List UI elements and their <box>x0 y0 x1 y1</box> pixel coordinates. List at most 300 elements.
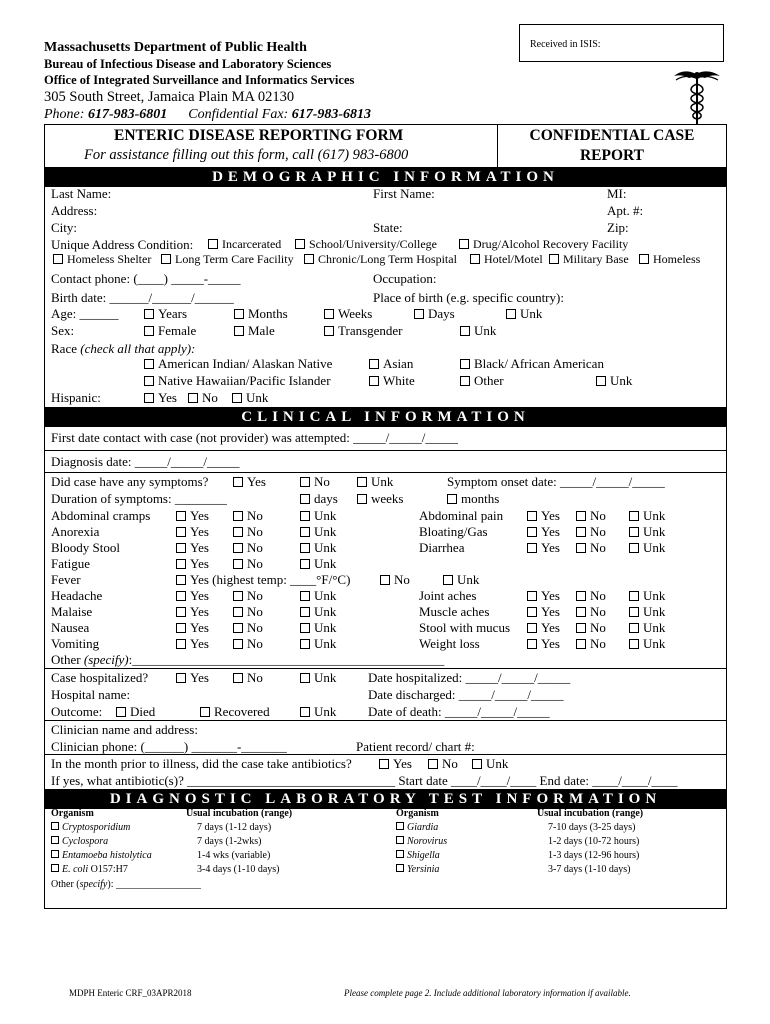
nh-label: Native Hawaiian/Pacific Islander <box>158 373 331 388</box>
antibiotics-yes-checkbox[interactable] <box>379 759 389 769</box>
yes-checkbox[interactable] <box>176 607 186 617</box>
age-weeks-label: Weeks <box>338 306 373 321</box>
symptoms-question: Did case have any symptoms? <box>51 474 209 489</box>
unk-checkbox[interactable] <box>629 543 639 553</box>
last-name-label: Last Name: <box>51 186 112 201</box>
no-label: No <box>247 556 263 571</box>
white-checkbox[interactable] <box>369 376 379 386</box>
mi-label: MI: <box>607 186 627 201</box>
hispanic-unk-label: Unk <box>246 390 269 405</box>
incubation-header-right: Usual incubation (range) <box>537 808 644 819</box>
unk-checkbox[interactable] <box>629 607 639 617</box>
office-name: Office of Integrated Surveillance and Informatics Services <box>44 73 355 87</box>
organism-checkbox[interactable] <box>51 836 59 844</box>
fever-label: Fever <box>51 572 81 587</box>
race-other-checkbox[interactable] <box>460 376 470 386</box>
divider <box>44 754 727 755</box>
organism-item[interactable] <box>51 864 128 875</box>
age-weeks-checkbox[interactable] <box>324 309 334 319</box>
lab-header: DIAGNOSTIC LABORATORY TEST INFORMATION <box>44 789 727 809</box>
symptom-label: Abdominal pain <box>419 508 504 523</box>
unk-label: Unk <box>643 636 666 651</box>
no-label: No <box>247 620 263 635</box>
unk-label: Unk <box>643 540 666 555</box>
first-contact-label: First date contact with case (not provider) was attempted: _____/_____/_____ <box>51 430 458 445</box>
no-checkbox[interactable] <box>576 591 586 601</box>
incarcerated-label: Incarcerated <box>222 237 282 251</box>
yes-checkbox[interactable] <box>527 639 537 649</box>
hispanic-yes-label: Yes <box>158 390 177 405</box>
race-other-label: Other <box>474 373 504 388</box>
unk-checkbox[interactable] <box>300 591 310 601</box>
yes-checkbox[interactable] <box>527 607 537 617</box>
symptom-label: Vomiting <box>51 636 100 651</box>
fax-label: Confidential Fax: <box>188 107 289 122</box>
transgender-label: Transgender <box>338 323 403 338</box>
incarcerated-checkbox[interactable] <box>208 239 218 249</box>
asian-label: Asian <box>383 356 414 371</box>
other-specify-label: (specify) <box>83 652 129 667</box>
fax-number: 617-983-6813 <box>291 107 372 122</box>
symptom-label: Weight loss <box>419 636 480 651</box>
age-days-checkbox[interactable] <box>414 309 424 319</box>
ltc-checkbox[interactable] <box>161 254 171 264</box>
organism-checkbox[interactable] <box>396 822 404 830</box>
received-label: Received in ISIS: <box>530 39 601 50</box>
fever-unk-label: Unk <box>457 572 480 587</box>
antibiotics-no-checkbox[interactable] <box>428 759 438 769</box>
yes-label: Yes <box>541 636 560 651</box>
received-box[interactable] <box>519 24 724 62</box>
yes-checkbox[interactable] <box>176 527 186 537</box>
hosp-unk-label: Unk <box>314 670 337 685</box>
divider <box>44 720 727 721</box>
state-label: State: <box>373 220 403 235</box>
organism-checkbox[interactable] <box>396 836 404 844</box>
yes-label: Yes <box>541 540 560 555</box>
duration-months-checkbox[interactable] <box>447 494 457 504</box>
patient-record-label: Patient record/ chart #: <box>356 739 475 754</box>
died-checkbox[interactable] <box>116 707 126 717</box>
hosp-no-label: No <box>247 670 263 685</box>
hotel-checkbox[interactable] <box>470 254 480 264</box>
symptom-label: Headache <box>51 588 103 603</box>
no-checkbox[interactable] <box>233 543 243 553</box>
no-checkbox[interactable] <box>576 543 586 553</box>
drug-recovery-label: Drug/Alcohol Recovery Facility <box>473 237 629 251</box>
symptom-label: Stool with mucus <box>419 620 511 635</box>
hotel-label: Hotel/Motel <box>484 252 543 266</box>
black-label: Black/ African American <box>474 356 604 371</box>
incubation-text: 7-10 days (3-25 days) <box>548 822 636 833</box>
organism-item[interactable] <box>396 850 440 861</box>
incubation-text: 1-2 days (10-72 hours) <box>548 836 640 847</box>
recovered-checkbox[interactable] <box>200 707 210 717</box>
organism-label: Norovirus <box>407 836 448 847</box>
organism-label: Giardia <box>407 822 439 833</box>
yes-label: Yes <box>190 636 209 651</box>
organism-checkbox[interactable] <box>51 822 59 830</box>
diag-date-label: Diagnosis date: _____/_____/_____ <box>51 454 240 469</box>
organism-item[interactable] <box>396 836 447 847</box>
no-checkbox[interactable] <box>233 511 243 521</box>
sex-label: Sex: <box>51 323 75 338</box>
age-unk-checkbox[interactable] <box>506 309 516 319</box>
symptoms-unk-checkbox[interactable] <box>357 477 367 487</box>
chronic-hospital-checkbox[interactable] <box>304 254 314 264</box>
unk-checkbox[interactable] <box>300 543 310 553</box>
symptom-label: Anorexia <box>51 524 100 539</box>
no-label: No <box>590 620 606 635</box>
outcome-unk-label: Unk <box>314 704 337 719</box>
incubation-text: 1-3 days (12-96 hours) <box>548 850 640 861</box>
transgender-checkbox[interactable] <box>324 326 334 336</box>
ai-label: American Indian/ Alaskan Native <box>158 356 333 371</box>
age-days-label: Days <box>428 306 455 321</box>
incubation-text: 3-4 days (1-10 days) <box>197 864 280 875</box>
hosp-unk-checkbox[interactable] <box>300 673 310 683</box>
occupation-label: Occupation: <box>373 271 437 286</box>
hospitalized-label: Case hospitalized? <box>51 670 149 685</box>
homeless-label: Homeless <box>653 252 701 266</box>
no-label: No <box>590 604 606 619</box>
hispanic-yes-checkbox[interactable] <box>144 393 154 403</box>
lab-other-specify: specify <box>79 879 108 890</box>
no-checkbox[interactable] <box>576 511 586 521</box>
age-years-label: Years <box>158 306 188 321</box>
hospital-name-label: Hospital name: <box>51 687 131 702</box>
yes-checkbox[interactable] <box>176 591 186 601</box>
fever-no-checkbox[interactable] <box>380 575 390 585</box>
symptom-label: Malaise <box>51 604 93 619</box>
organism-item[interactable] <box>51 822 130 833</box>
white-label: White <box>383 373 415 388</box>
homeless-shelter-checkbox[interactable] <box>53 254 63 264</box>
homeless-checkbox[interactable] <box>639 254 649 264</box>
address-label: Address: <box>51 203 98 218</box>
symptom-label: Joint aches <box>419 588 477 603</box>
unk-label: Unk <box>643 508 666 523</box>
organism-item[interactable] <box>396 822 438 833</box>
dept-name: Massachusetts Department of Public Health <box>44 40 307 55</box>
contact-line <box>44 107 371 123</box>
antibiotic-which-label: If yes, what antibiotic(s)? ________________________________ Start date ____/____/____ End date: ____/____/____ <box>51 773 678 788</box>
sex-unk-label: Unk <box>474 323 497 338</box>
drug-recovery-checkbox[interactable] <box>459 239 469 249</box>
organism-checkbox[interactable] <box>396 864 404 872</box>
no-checkbox[interactable] <box>233 591 243 601</box>
incubation-text: 7 days (1-2wks) <box>197 836 262 847</box>
organism-checkbox[interactable] <box>51 850 59 858</box>
divider <box>44 450 727 451</box>
organism-item[interactable] <box>396 864 439 875</box>
hosp-yes-label: Yes <box>190 670 209 685</box>
unk-checkbox[interactable] <box>300 511 310 521</box>
yes-checkbox[interactable] <box>176 639 186 649</box>
lab-other-row[interactable] <box>51 879 201 890</box>
incubation-text: 7 days (1-12 days) <box>197 822 272 833</box>
first-name-label: First Name: <box>373 186 435 201</box>
duration-label: Duration of symptoms: ________ <box>51 491 227 506</box>
unk-checkbox[interactable] <box>629 527 639 537</box>
unk-label: Unk <box>643 604 666 619</box>
yes-label: Yes <box>541 524 560 539</box>
form-title: ENTERIC DISEASE REPORTING FORM <box>114 127 404 144</box>
yes-label: Yes <box>190 556 209 571</box>
antibiotics-unk-checkbox[interactable] <box>472 759 482 769</box>
unk-checkbox[interactable] <box>629 511 639 521</box>
race-unk-checkbox[interactable] <box>596 376 606 386</box>
black-checkbox[interactable] <box>460 359 470 369</box>
unk-checkbox[interactable] <box>300 607 310 617</box>
no-label: No <box>590 524 606 539</box>
duration-months-label: months <box>461 491 500 506</box>
no-label: No <box>247 508 263 523</box>
yes-checkbox[interactable] <box>527 511 537 521</box>
incubation-header-left: Usual incubation (range) <box>186 808 293 819</box>
unk-label: Unk <box>314 604 337 619</box>
unk-checkbox[interactable] <box>629 623 639 633</box>
no-label: No <box>247 588 263 603</box>
unk-label: Unk <box>314 524 337 539</box>
no-checkbox[interactable] <box>576 639 586 649</box>
no-label: No <box>247 636 263 651</box>
symptoms-no-checkbox[interactable] <box>300 477 310 487</box>
yes-label: Yes <box>190 524 209 539</box>
race-label: Race <box>51 341 77 356</box>
yes-label: Yes <box>190 588 209 603</box>
symptoms-yes-checkbox[interactable] <box>233 477 243 487</box>
organism-header-right: Organism <box>396 808 439 819</box>
school-label: School/University/College <box>309 237 437 251</box>
birth-date-label: Birth date: ______/______/______ <box>51 290 234 305</box>
duration-weeks-checkbox[interactable] <box>357 494 367 504</box>
sex-unk-checkbox[interactable] <box>460 326 470 336</box>
yes-label: Yes <box>190 508 209 523</box>
unk-label: Unk <box>314 556 337 571</box>
city-label: City: <box>51 220 78 235</box>
symptoms-unk-label: Unk <box>371 474 394 489</box>
no-label: No <box>247 540 263 555</box>
unique-address-label: Unique Address Condition: <box>51 237 194 252</box>
age-label: Age: ______ <box>51 306 119 321</box>
unk-label: Unk <box>314 636 337 651</box>
yes-label: Yes <box>541 508 560 523</box>
organism-checkbox[interactable] <box>396 850 404 858</box>
confidential-line1: CONFIDENTIAL CASE <box>529 127 695 144</box>
no-label: No <box>590 636 606 651</box>
male-checkbox[interactable] <box>234 326 244 336</box>
antibiotics-question: In the month prior to illness, did the case take antibiotics? <box>51 756 352 771</box>
clinician-label: Clinician name and address: <box>51 722 198 737</box>
duration-weeks-label: weeks <box>371 491 404 506</box>
unk-label: Unk <box>643 620 666 635</box>
unk-label: Unk <box>643 588 666 603</box>
divider <box>44 472 727 473</box>
symptoms-no-label: No <box>314 474 330 489</box>
recovered-label: Recovered <box>214 704 270 719</box>
fever-yes-label: Yes (highest temp: ____°F/°C) <box>190 572 351 587</box>
nh-checkbox[interactable] <box>144 376 154 386</box>
hosp-no-checkbox[interactable] <box>233 673 243 683</box>
yes-checkbox[interactable] <box>527 623 537 633</box>
military-label: Military Base <box>563 252 629 266</box>
no-checkbox[interactable] <box>233 639 243 649</box>
organism-item[interactable] <box>51 836 108 847</box>
hispanic-label: Hispanic: <box>51 390 101 405</box>
clinical-header: CLINICAL INFORMATION <box>44 407 727 427</box>
symptom-label: Fatigue <box>51 556 90 571</box>
age-unk-label: Unk <box>520 306 543 321</box>
age-years-checkbox[interactable] <box>144 309 154 319</box>
hosp-yes-checkbox[interactable] <box>176 673 186 683</box>
no-label: No <box>590 540 606 555</box>
organism-label: Cryptosporidium <box>62 822 131 833</box>
onset-date-label: Symptom onset date: _____/_____/_____ <box>447 474 665 489</box>
unk-checkbox[interactable] <box>300 639 310 649</box>
yes-label: Yes <box>190 620 209 635</box>
zip-label: Zip: <box>607 220 629 235</box>
yes-checkbox[interactable] <box>176 623 186 633</box>
organism-label: E. coli <box>62 864 89 875</box>
phone-number: 617-983-6801 <box>87 107 168 122</box>
unk-label: Unk <box>643 524 666 539</box>
incubation-text: 1-4 wks (variable) <box>197 850 271 861</box>
unk-checkbox[interactable] <box>300 559 310 569</box>
unk-label: Unk <box>314 508 337 523</box>
antibiotics-no-label: No <box>442 756 458 771</box>
yes-checkbox[interactable] <box>176 511 186 521</box>
yes-label: Yes <box>541 588 560 603</box>
military-checkbox[interactable] <box>549 254 559 264</box>
fever-unk-checkbox[interactable] <box>443 575 453 585</box>
date-of-death-label: Date of death: _____/_____/_____ <box>368 704 550 719</box>
antibiotics-unk-label: Unk <box>486 756 509 771</box>
hispanic-no-label: No <box>202 390 218 405</box>
yes-checkbox[interactable] <box>527 543 537 553</box>
no-label: No <box>590 588 606 603</box>
no-checkbox[interactable] <box>233 527 243 537</box>
bureau-name: Bureau of Infectious Disease and Laboratory Sciences <box>44 57 332 71</box>
assist-text: For assistance filling out this form, call (617) 983-6800 <box>84 147 409 163</box>
street-address: 305 South Street, Jamaica Plain MA 02130 <box>44 89 295 105</box>
homeless-shelter-label: Homeless Shelter <box>67 252 152 266</box>
age-months-label: Months <box>248 306 288 321</box>
duration-days-label: days <box>314 491 338 506</box>
female-checkbox[interactable] <box>144 326 154 336</box>
duration-days-checkbox[interactable] <box>300 494 310 504</box>
no-label: No <box>247 524 263 539</box>
organism-checkbox[interactable] <box>51 864 59 872</box>
unk-checkbox[interactable] <box>300 527 310 537</box>
divider <box>44 668 727 669</box>
race-note: (check all that apply): <box>80 341 196 356</box>
died-label: Died <box>130 704 156 719</box>
no-checkbox[interactable] <box>576 623 586 633</box>
chronic-hospital-label: Chronic/Long Term Hospital <box>318 252 457 266</box>
school-checkbox[interactable] <box>295 239 305 249</box>
organism-strain: O157:H7 <box>88 864 128 875</box>
symptom-label: Abdominal cramps <box>51 508 151 523</box>
organism-item[interactable] <box>51 850 152 861</box>
organism-label: Entamoeba histolytica <box>62 850 152 861</box>
lab-other-line: ): _________________ <box>107 879 201 890</box>
symptom-label: Nausea <box>51 620 90 635</box>
fever-yes-checkbox[interactable] <box>176 575 186 585</box>
symptom-label: Diarrhea <box>419 540 465 555</box>
hispanic-no-checkbox[interactable] <box>188 393 198 403</box>
incubation-text: 3-7 days (1-10 days) <box>548 864 631 875</box>
male-label: Male <box>248 323 275 338</box>
symptom-label: Bloating/Gas <box>419 524 488 539</box>
antibiotics-yes-label: Yes <box>393 756 412 771</box>
yes-label: Yes <box>541 620 560 635</box>
other-symptom-line: :________________________________________________ <box>128 652 445 667</box>
yes-label: Yes <box>190 540 209 555</box>
no-checkbox[interactable] <box>233 623 243 633</box>
unk-checkbox[interactable] <box>629 591 639 601</box>
lab-other-label: Other ( <box>51 879 80 890</box>
no-checkbox[interactable] <box>233 607 243 617</box>
age-months-checkbox[interactable] <box>234 309 244 319</box>
unk-label: Unk <box>314 620 337 635</box>
yes-label: Yes <box>190 604 209 619</box>
outcome-label: Outcome: <box>51 704 103 719</box>
no-checkbox[interactable] <box>233 559 243 569</box>
unk-label: Unk <box>314 540 337 555</box>
outcome-unk-checkbox[interactable] <box>300 707 310 717</box>
hispanic-unk-checkbox[interactable] <box>232 393 242 403</box>
organism-label: Shigella <box>407 850 440 861</box>
unk-checkbox[interactable] <box>629 639 639 649</box>
ai-checkbox[interactable] <box>144 359 154 369</box>
symptoms-yes-label: Yes <box>247 474 266 489</box>
asian-checkbox[interactable] <box>369 359 379 369</box>
unk-checkbox[interactable] <box>300 623 310 633</box>
organism-label: Yersinia <box>407 864 440 875</box>
symptom-label: Bloody Stool <box>51 540 120 555</box>
organism-header-left: Organism <box>51 808 94 819</box>
no-label: No <box>590 508 606 523</box>
no-label: No <box>247 604 263 619</box>
date-discharged-label: Date discharged: _____/_____/_____ <box>368 687 564 702</box>
unk-label: Unk <box>314 588 337 603</box>
footer-note: Please complete page 2. Include additional laboratory information if available. <box>344 988 631 998</box>
confidential-line2: REPORT <box>579 147 645 164</box>
yes-checkbox[interactable] <box>176 543 186 553</box>
ltc-label: Long Term Care Facility <box>175 252 294 266</box>
fever-no-label: No <box>394 572 410 587</box>
female-label: Female <box>158 323 197 338</box>
apt-label: Apt. #: <box>607 203 644 218</box>
race-unk-label: Unk <box>610 373 633 388</box>
yes-checkbox[interactable] <box>527 591 537 601</box>
clinician-phone-label: Clinician phone: (______) _______-_______ <box>51 739 287 754</box>
date-hospitalized-label: Date hospitalized: _____/_____/_____ <box>368 670 571 685</box>
yes-checkbox[interactable] <box>176 559 186 569</box>
symptom-label: Muscle aches <box>419 604 490 619</box>
no-checkbox[interactable] <box>576 527 586 537</box>
contact-phone-label: Contact phone: (____) _____-_____ <box>51 271 241 286</box>
yes-checkbox[interactable] <box>527 527 537 537</box>
organism-label: Cyclospora <box>62 836 109 847</box>
demographic-header: DEMOGRAPHIC INFORMATION <box>44 167 727 187</box>
yes-label: Yes <box>541 604 560 619</box>
caduceus-icon <box>672 66 722 126</box>
other-symptom-label: Other <box>51 652 81 667</box>
no-checkbox[interactable] <box>576 607 586 617</box>
form-code: MDPH Enteric CRF_03APR2018 <box>69 988 192 998</box>
